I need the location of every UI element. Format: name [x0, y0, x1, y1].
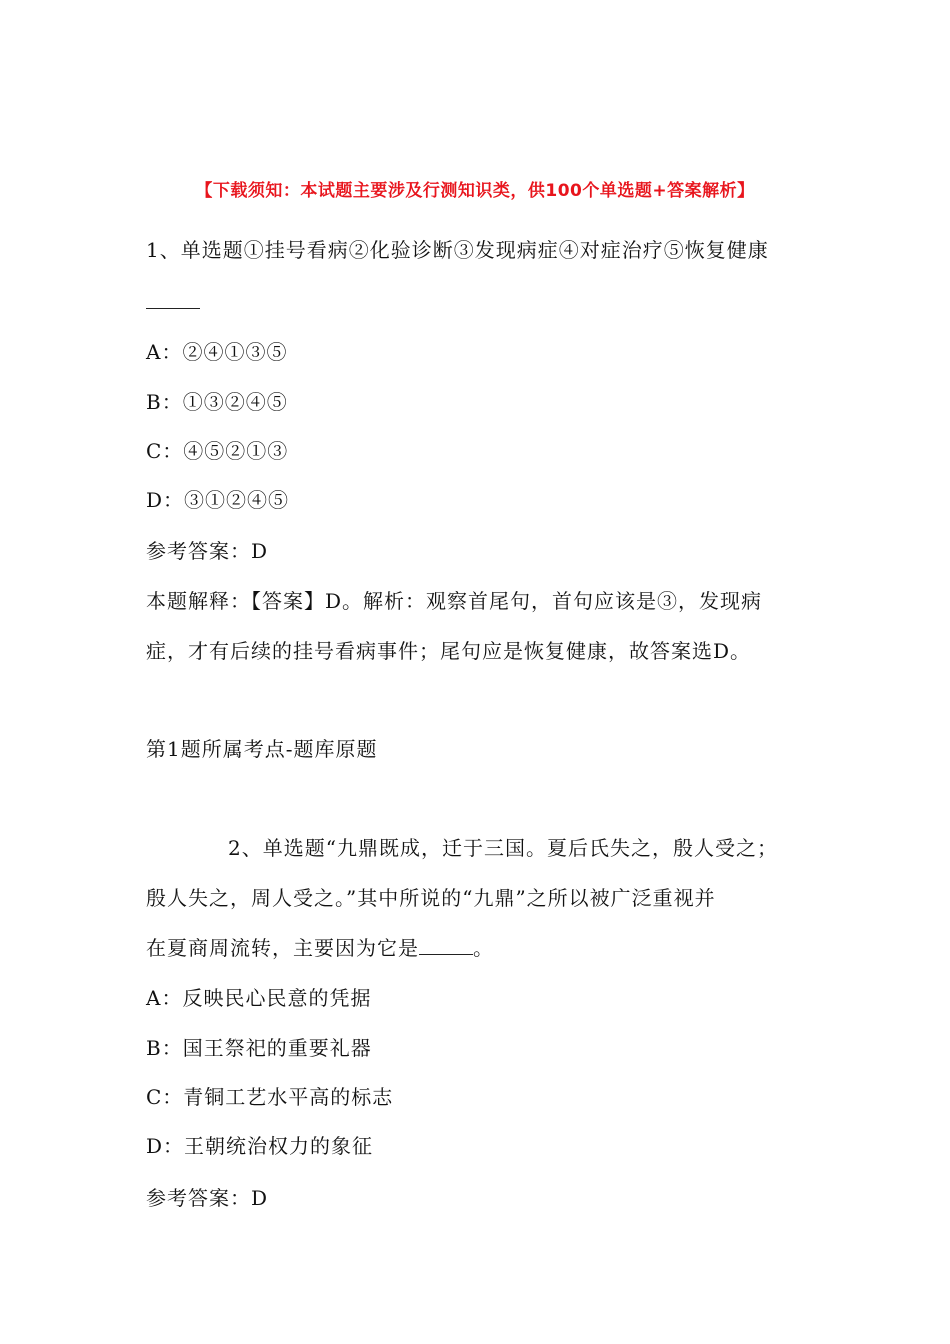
q2-option-b: B：国王祭祀的重要礼器 — [146, 1036, 372, 1060]
q2-reference-answer: 参考答案：D — [146, 1186, 269, 1210]
q2-stem-line2: 殷人失之，周人受之。”其中所说的“九鼎”之所以被广泛重视并 — [146, 886, 716, 910]
q1-option-c: C：④⑤②①③ — [146, 439, 289, 463]
q2-stem-line3-suffix: 。 — [473, 936, 494, 960]
q1-reference-answer: 参考答案：D — [146, 539, 269, 563]
q2-option-c: C：青铜工艺水平高的标志 — [146, 1085, 394, 1109]
q1-explanation-line2: 症，才有后续的挂号看病事件；尾句应是恢复健康，故答案选D。 — [146, 639, 752, 663]
q1-stem: 1、单选题①挂号看病②化验诊断③发现病症④对症治疗⑤恢复健康 — [146, 238, 769, 262]
q2-option-a: A：反映民心民意的凭据 — [146, 986, 372, 1010]
q2-option-d: D：王朝统治权力的象征 — [146, 1134, 374, 1158]
q1-explanation-line1: 本题解释：【答案】D。解析：观察首尾句，首句应该是③，发现病 — [146, 589, 763, 613]
q1-source: 第1题所属考点-题库原题 — [146, 737, 378, 761]
q1-option-d: D：③①②④⑤ — [146, 488, 290, 512]
q2-answer-blank — [419, 940, 473, 955]
q1-answer-blank — [146, 308, 200, 309]
q2-stem-line3 — [146, 934, 846, 962]
q2-stem-line1: 2、单选题“九鼎既成，迁于三国。夏后氏失之，殷人受之； — [228, 836, 778, 860]
q1-option-a: A：②④①③⑤ — [146, 340, 288, 364]
q2-stem-line3-prefix: 在夏商周流转，主要因为它是 — [146, 936, 419, 960]
q1-option-b: B：①③②④⑤ — [146, 390, 288, 414]
download-notice: 【下载须知：本试题主要涉及行测知识类，供100个单选题+答案解析】 — [195, 181, 755, 201]
